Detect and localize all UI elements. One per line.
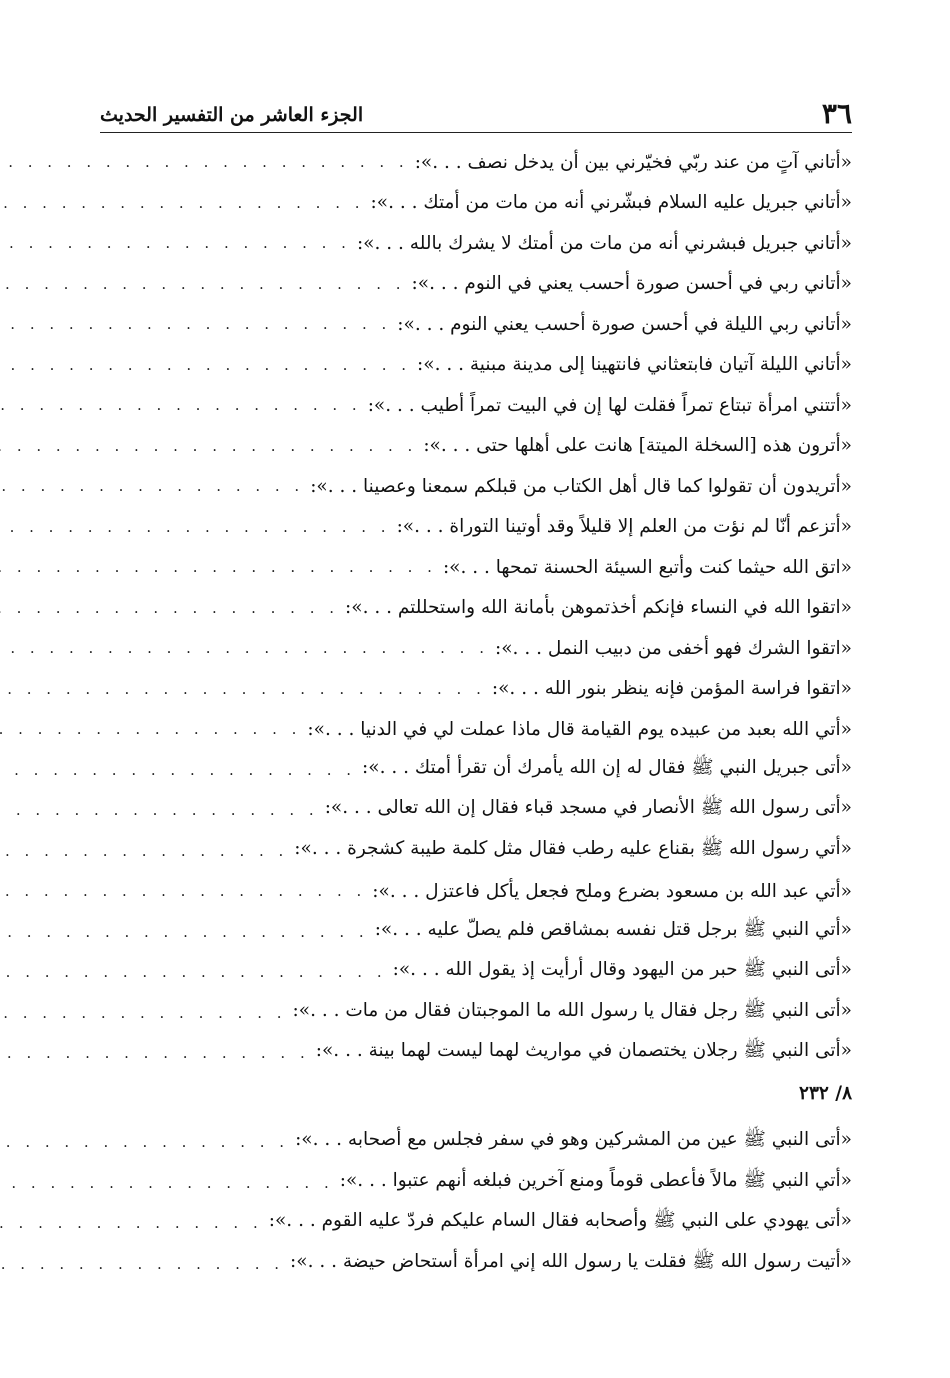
leader-dots xyxy=(0,356,411,374)
entry-text: «أتاني جبريل فبشرني أنه من مات من أمتك لا يشرك بالله . . .»: xyxy=(356,232,852,254)
index-entry xyxy=(100,547,852,588)
leader-dots xyxy=(0,315,391,333)
index-entry xyxy=(100,1203,852,1244)
leader-dots xyxy=(0,437,417,455)
index-entry xyxy=(100,385,852,426)
leader-dots xyxy=(0,963,387,981)
entry-text: «أتاني ربي في أحسن صورة أحسب يعني في النوم . . .»: xyxy=(411,273,852,295)
index-entry xyxy=(100,790,852,831)
entry-text: «أتاني الليلة آتيان فابتعثاني فانتهينا إلى مدينة مبنية . . .»: xyxy=(417,354,852,376)
index-entry xyxy=(100,831,852,872)
index-entry xyxy=(100,142,852,183)
leader-dots xyxy=(0,1255,284,1273)
entry-text: «أتى رسول الله ﷺ الأنصار في مسجد قباء فقال إن الله تعالى . . .»: xyxy=(324,797,852,819)
index-entry xyxy=(100,709,852,750)
leader-dots xyxy=(0,518,391,536)
entry-text: «أتي النبي ﷺ برجل قتل نفسه بمشاقص فلم يصلّ عليه . . .»: xyxy=(374,918,852,940)
leader-dots xyxy=(0,1133,289,1151)
leader-dots xyxy=(0,477,304,495)
index-entry xyxy=(100,912,852,953)
entry-text: «أتى النبي ﷺ حبر من اليهود وقال أرأيت إذ يقول الله . . .»: xyxy=(392,959,852,981)
leader-dots xyxy=(0,1174,334,1192)
index-entry xyxy=(100,1163,852,1204)
entry-text: «أتزعم أنّا لم نؤت من العلم إلا قليلاً وقد أوتينا التوراة . . .»: xyxy=(396,516,852,538)
entry-text: «أتي رسول الله ﷺ بقناع عليه رطب فقال مثل كلمة طيبة كشجرة . . .»: xyxy=(294,837,852,859)
entry-text: «أتى النبي ﷺ رجل فقال يا رسول الله ما الموجبتان فقال من مات . . .»: xyxy=(292,999,852,1021)
leader-dots xyxy=(0,639,489,657)
index-entry xyxy=(100,304,852,345)
index-entry xyxy=(100,1033,852,1074)
leader-dots xyxy=(0,1044,310,1062)
entry-text: «أتي الله بعبد من عبيده يوم القيامة قال ماذا عملت لي في الدنيا . . .»: xyxy=(307,718,852,740)
entry-text: «أتي عبد الله بن مسعود بضرع وملح فجعل يأكل فاعتزل . . .»: xyxy=(372,880,852,902)
leader-dots xyxy=(0,599,339,617)
index-entry xyxy=(100,183,852,224)
index-entry xyxy=(100,588,852,629)
index-entry xyxy=(100,1122,852,1163)
leader-dots xyxy=(0,680,486,698)
leader-dots xyxy=(0,558,437,576)
entry-text: «اتق الله حيثما كنت وأتبع السيئة الحسنة تمحها . . .»: xyxy=(442,556,852,578)
leader-dots xyxy=(0,761,356,779)
index-entry xyxy=(100,669,852,710)
index-entry xyxy=(100,952,852,993)
leader-dots xyxy=(0,396,362,414)
leader-dots xyxy=(0,720,301,738)
leader-dots xyxy=(0,801,319,819)
entry-text: «أتيت رسول الله ﷺ فقلت يا رسول الله إني امرأة أستحاض حيضة . . .»: xyxy=(290,1250,852,1272)
leader-dots xyxy=(0,275,406,293)
entry-text: «اتقوا الشرك فهو أخفى من دبيب النمل . . .»: xyxy=(495,637,852,659)
leader-dots xyxy=(0,923,369,941)
entry-text: «اتقوا فراسة المؤمن فإنه ينظر بنور الله . . .»: xyxy=(491,678,852,700)
leader-dots xyxy=(0,234,351,252)
index-entry xyxy=(100,628,852,669)
index-entry xyxy=(100,993,852,1034)
leader-dots xyxy=(0,1004,287,1022)
entry-text: «أتتني امرأة تبتاع تمراً فقلت لها إن في البيت تمراً أطيب . . .»: xyxy=(367,394,852,416)
entry-text: «أتي النبي ﷺ مالاً فأعطى قوماً ومنع آخرين فبلغه أنهم عتبوا . . .»: xyxy=(339,1169,852,1191)
entry-text: «أتاني آتٍ من عند ربّي فخيّرني بين أن يدخل نصف . . .»: xyxy=(414,151,852,173)
entry-text: «أتى النبي ﷺ رجلان يختصمان في مواريث لهما ليست لهما بينة . . .»: xyxy=(315,1040,852,1062)
index-entry xyxy=(100,507,852,548)
page-number: ٣٦ xyxy=(821,97,852,130)
entry-text: «أتاني ربي الليلة في أحسن صورة أحسب يعني النوم . . .»: xyxy=(397,313,852,335)
index-entry xyxy=(100,750,852,791)
running-title: الجزء العاشر من التفسير الحديث xyxy=(100,104,364,126)
entry-text: «أتريدون أن تقولوا كما قال أهل الكتاب من قبلكم سمعنا وعصينا . . .»: xyxy=(310,475,852,497)
index-entry xyxy=(100,871,852,912)
leader-dots xyxy=(0,194,365,212)
leader-dots xyxy=(0,153,409,171)
leader-dots xyxy=(0,842,288,860)
index-entries xyxy=(100,142,852,1284)
index-entry-continuation xyxy=(100,1074,852,1115)
leader-dots xyxy=(0,1214,263,1232)
index-entry xyxy=(100,1244,852,1285)
index-entry xyxy=(100,466,852,507)
entry-text: «أتى النبي ﷺ عين من المشركين وهو في سفر فجلس مع أصحابه . . .»: xyxy=(295,1129,852,1151)
entry-text: «أتى جبريل النبي ﷺ فقال له إن الله يأمرك أن تقرأ أمتك . . .»: xyxy=(362,756,852,778)
page-header xyxy=(100,92,852,133)
entry-text: «أترون هذه [السخلة الميتة] هانت على أهلها حتى . . .»: xyxy=(423,435,852,457)
entry-text: «أتاني جبريل عليه السلام فبشّرني أنه من مات من أمتك . . .»: xyxy=(370,192,852,214)
entry-text: «اتقوا الله في النساء فإنكم أخذتموهن بأمانة الله واستحللتم . . .»: xyxy=(345,597,852,619)
index-entry xyxy=(100,264,852,305)
entry-reference: ٨/ ٢٣٢ xyxy=(799,1083,852,1105)
index-entry xyxy=(100,223,852,264)
index-entry xyxy=(100,345,852,386)
index-entry xyxy=(100,426,852,467)
entry-text: «أتى يهودي على النبي ﷺ وأصحابه فقال السام عليكم فردّ عليه القوم . . .»: xyxy=(268,1210,852,1232)
leader-dots xyxy=(0,882,366,900)
